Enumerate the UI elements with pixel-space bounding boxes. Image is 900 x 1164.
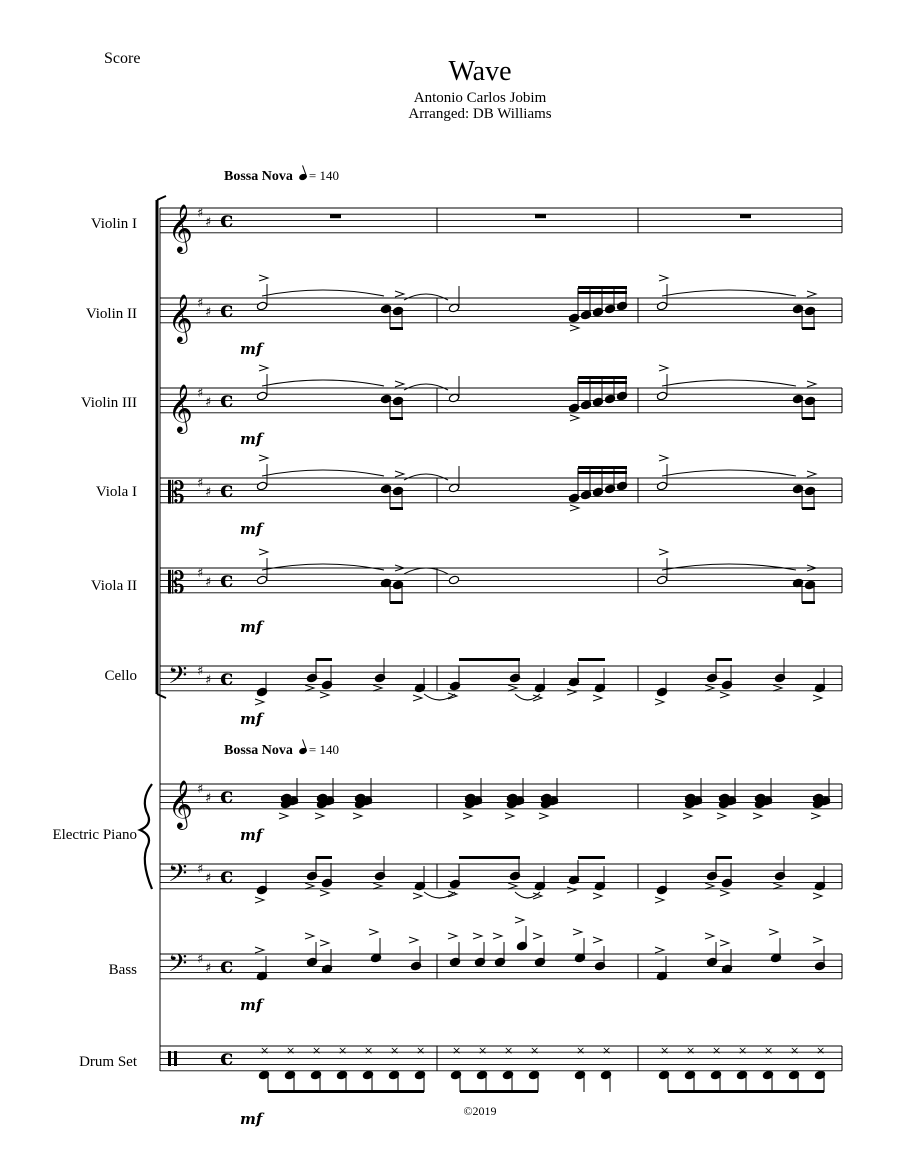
clef-icon: 𝄞 <box>168 779 193 828</box>
cross-notehead: × <box>260 1044 270 1057</box>
sharp-icon: ♯ <box>197 206 204 221</box>
beam <box>460 1090 538 1093</box>
sharp-icon: ♯ <box>205 791 212 806</box>
clef-icon: 𝄞 <box>168 203 193 252</box>
instrument-label-violin-3: Violin III <box>80 395 137 411</box>
beam <box>459 658 520 661</box>
sharp-icon: ♯ <box>205 485 212 500</box>
accent-mark <box>683 813 692 819</box>
notehead <box>256 391 267 401</box>
time-signature: c <box>220 477 234 503</box>
tie <box>662 290 796 296</box>
accent-mark <box>720 692 729 698</box>
beam <box>802 417 815 420</box>
tie <box>262 470 384 476</box>
beam <box>390 601 403 604</box>
accent-mark <box>570 415 579 421</box>
accent-mark <box>659 275 668 281</box>
instrument-label-cello: Cello <box>104 668 137 684</box>
accent-mark <box>279 813 288 819</box>
sharp-icon: ♯ <box>197 782 204 797</box>
tempo-value: = 140 <box>308 742 339 757</box>
instrument-label-viola-2: Viola II <box>90 578 137 594</box>
time-signature: c <box>220 297 234 323</box>
cross-notehead: × <box>452 1044 462 1057</box>
time-signature: c <box>220 953 234 979</box>
dynamic-mf: mf <box>240 826 263 844</box>
beam <box>578 658 605 661</box>
copyright-notice: ©2019 <box>463 1104 497 1118</box>
beam <box>668 1090 824 1093</box>
cross-notehead: × <box>478 1044 488 1057</box>
beam <box>578 381 627 384</box>
accent-mark <box>705 933 714 939</box>
accent-mark <box>353 813 362 819</box>
sharp-icon: ♯ <box>197 566 204 581</box>
accent-mark <box>508 883 517 889</box>
clef-icon: 𝄢 <box>168 859 188 894</box>
clef-icon: 𝄢 <box>168 661 188 696</box>
accent-mark <box>655 947 664 953</box>
whole-rest <box>330 214 341 218</box>
sharp-icon: ♯ <box>205 871 212 886</box>
tie <box>262 564 384 570</box>
accent-mark <box>570 325 579 331</box>
sharp-icon: ♯ <box>205 305 212 320</box>
accent-mark <box>533 933 542 939</box>
accent-mark <box>753 813 762 819</box>
accent-mark <box>473 933 482 939</box>
notehead <box>656 575 667 585</box>
accent-mark <box>255 897 264 903</box>
sharp-icon: ♯ <box>197 386 204 401</box>
beam <box>802 507 815 510</box>
piano-brace <box>140 784 152 889</box>
cross-notehead: × <box>686 1044 696 1057</box>
sharp-icon: ♯ <box>197 664 204 679</box>
whole-rest <box>740 214 751 218</box>
tempo-style: Bossa Nova <box>224 743 293 758</box>
sharp-icon: ♯ <box>197 476 204 491</box>
tie <box>424 694 455 700</box>
bracket-hook <box>157 694 166 698</box>
accent-mark <box>811 813 820 819</box>
clef-icon: 𝄞 <box>168 293 193 342</box>
accent-mark <box>813 695 822 701</box>
accent-mark <box>659 365 668 371</box>
tie <box>262 290 384 296</box>
beam <box>390 417 403 420</box>
accent-mark <box>593 893 602 899</box>
accent-mark <box>659 549 668 555</box>
dynamic-mf: mf <box>240 618 263 636</box>
accent-mark <box>539 813 548 819</box>
accent-mark <box>259 549 268 555</box>
cross-notehead: × <box>338 1044 348 1057</box>
tie <box>662 380 796 386</box>
accent-mark <box>255 699 264 705</box>
clef-icon: 𝄢 <box>168 949 188 984</box>
accent-mark <box>717 813 726 819</box>
instrument-label-electric-piano: Electric Piano <box>52 827 137 843</box>
accent-mark <box>259 275 268 281</box>
accent-mark <box>593 937 602 943</box>
tie <box>424 892 455 898</box>
time-signature: c <box>220 387 234 413</box>
sharp-icon: ♯ <box>197 296 204 311</box>
beam <box>716 658 732 661</box>
sharp-icon: ♯ <box>205 575 212 590</box>
dynamic-mf: mf <box>240 520 263 538</box>
percussion-clef-icon <box>174 1051 177 1066</box>
time-signature: c <box>220 1045 234 1071</box>
cross-notehead: × <box>364 1044 374 1057</box>
accent-mark <box>395 291 404 297</box>
accent-mark <box>773 685 782 691</box>
accent-mark <box>493 933 502 939</box>
time-signature: c <box>220 207 234 233</box>
instrument-label-bass: Bass <box>108 962 137 978</box>
beam <box>268 1090 424 1093</box>
accent-mark <box>655 897 664 903</box>
beam <box>390 507 403 510</box>
dynamic-mf: mf <box>240 710 263 728</box>
tie <box>262 380 384 386</box>
dynamic-mf: mf <box>240 1110 263 1128</box>
instrument-label-drum-set: Drum Set <box>79 1054 137 1070</box>
cross-notehead: × <box>660 1044 670 1057</box>
beam <box>316 658 332 661</box>
accent-mark <box>448 933 457 939</box>
percussion-clef-icon <box>168 1051 171 1066</box>
cross-notehead: × <box>312 1044 322 1057</box>
accent-mark <box>320 692 329 698</box>
accent-mark <box>769 929 778 935</box>
tie <box>662 564 796 570</box>
accent-mark <box>567 689 576 695</box>
beam <box>459 856 520 859</box>
bracket-hook <box>157 196 166 200</box>
notehead <box>656 481 667 491</box>
tempo-value: = 140 <box>308 168 339 183</box>
cross-notehead: × <box>602 1044 612 1057</box>
cross-notehead: × <box>738 1044 748 1057</box>
cross-notehead: × <box>576 1044 586 1057</box>
time-signature: c <box>220 863 234 889</box>
sharp-icon: ♯ <box>197 862 204 877</box>
beam <box>578 286 627 289</box>
accent-mark <box>413 893 422 899</box>
tie <box>404 474 448 480</box>
notes <box>255 214 831 1093</box>
time-signature: c <box>220 783 234 809</box>
sharp-icon: ♯ <box>197 952 204 967</box>
tie <box>404 384 448 390</box>
accent-mark <box>573 929 582 935</box>
accent-mark <box>515 917 524 923</box>
sharp-icon: ♯ <box>205 673 212 688</box>
accent-mark <box>320 890 329 896</box>
accent-mark <box>813 893 822 899</box>
accent-mark <box>395 471 404 477</box>
dynamic-mf: mf <box>240 340 263 358</box>
beam <box>802 601 815 604</box>
notehead <box>448 575 459 585</box>
beam <box>578 466 627 469</box>
accent-mark <box>305 933 314 939</box>
dynamic-mf: mf <box>240 996 263 1014</box>
accent-mark <box>593 695 602 701</box>
sharp-icon: ♯ <box>205 961 212 976</box>
accent-mark <box>305 685 314 691</box>
sharp-icon: ♯ <box>205 215 212 230</box>
accent-mark <box>508 685 517 691</box>
clef-icon: 𝄡 <box>168 476 185 511</box>
cross-notehead: × <box>712 1044 722 1057</box>
notehead <box>656 391 667 401</box>
score-label: Score <box>104 50 141 67</box>
accent-mark <box>373 685 382 691</box>
accent-mark <box>320 940 329 946</box>
accent-mark <box>369 929 378 935</box>
beam <box>316 856 332 859</box>
dynamics <box>240 340 265 1128</box>
accent-mark <box>720 940 729 946</box>
beam <box>716 856 732 859</box>
tie <box>404 294 448 300</box>
accent-mark <box>505 813 514 819</box>
time-signature: c <box>220 567 234 593</box>
time-signature: c <box>220 665 234 691</box>
beam <box>390 327 403 330</box>
notehead <box>256 575 267 585</box>
accent-mark <box>463 813 472 819</box>
accent-mark <box>570 505 579 511</box>
staff-lines <box>160 208 842 1071</box>
accent-mark <box>720 890 729 896</box>
cross-notehead: × <box>416 1044 426 1057</box>
dynamic-mf: mf <box>240 430 263 448</box>
tie <box>404 568 448 574</box>
cross-notehead: × <box>504 1044 514 1057</box>
accent-mark <box>567 887 576 893</box>
beam <box>578 291 627 294</box>
accent-mark <box>807 291 816 297</box>
accent-mark <box>655 699 664 705</box>
notehead <box>256 301 267 311</box>
instrument-label-violin-2: Violin II <box>85 306 137 322</box>
accent-mark <box>259 455 268 461</box>
clef-icon: 𝄡 <box>168 566 185 601</box>
whole-rest <box>535 214 546 218</box>
cross-notehead: × <box>790 1044 800 1057</box>
beam <box>802 327 815 330</box>
clefs <box>168 203 233 1071</box>
tempo-style: Bossa Nova <box>224 169 293 184</box>
piece-title: Wave <box>448 56 512 87</box>
accent-mark <box>255 947 264 953</box>
tie <box>515 694 540 700</box>
sharp-icon: ♯ <box>205 395 212 410</box>
instrument-label-violin-1: Violin I <box>90 216 137 232</box>
composer-name: Antonio Carlos Jobim <box>413 90 547 106</box>
accent-mark <box>659 455 668 461</box>
accent-mark <box>773 883 782 889</box>
accent-mark <box>409 937 418 943</box>
beam <box>578 856 605 859</box>
accent-mark <box>395 381 404 387</box>
accent-mark <box>813 937 822 943</box>
accent-mark <box>373 883 382 889</box>
cross-notehead: × <box>286 1044 296 1057</box>
beam <box>578 376 627 379</box>
accent-mark <box>807 381 816 387</box>
accent-mark <box>315 813 324 819</box>
notehead <box>656 301 667 311</box>
tie <box>662 470 796 476</box>
accent-mark <box>705 883 714 889</box>
accent-mark <box>413 695 422 701</box>
beam <box>578 471 627 474</box>
arranger-credit: Arranged: DB Williams <box>408 106 552 122</box>
cross-notehead: × <box>816 1044 826 1057</box>
accent-mark <box>807 471 816 477</box>
tie <box>515 892 540 898</box>
instrument-label-viola-1: Viola I <box>95 484 137 500</box>
cross-notehead: × <box>530 1044 540 1057</box>
accent-mark <box>305 883 314 889</box>
clef-icon: 𝄞 <box>168 383 193 432</box>
cross-notehead: × <box>390 1044 400 1057</box>
cross-notehead: × <box>764 1044 774 1057</box>
accent-mark <box>705 685 714 691</box>
notehead <box>256 481 267 491</box>
accent-mark <box>259 365 268 371</box>
